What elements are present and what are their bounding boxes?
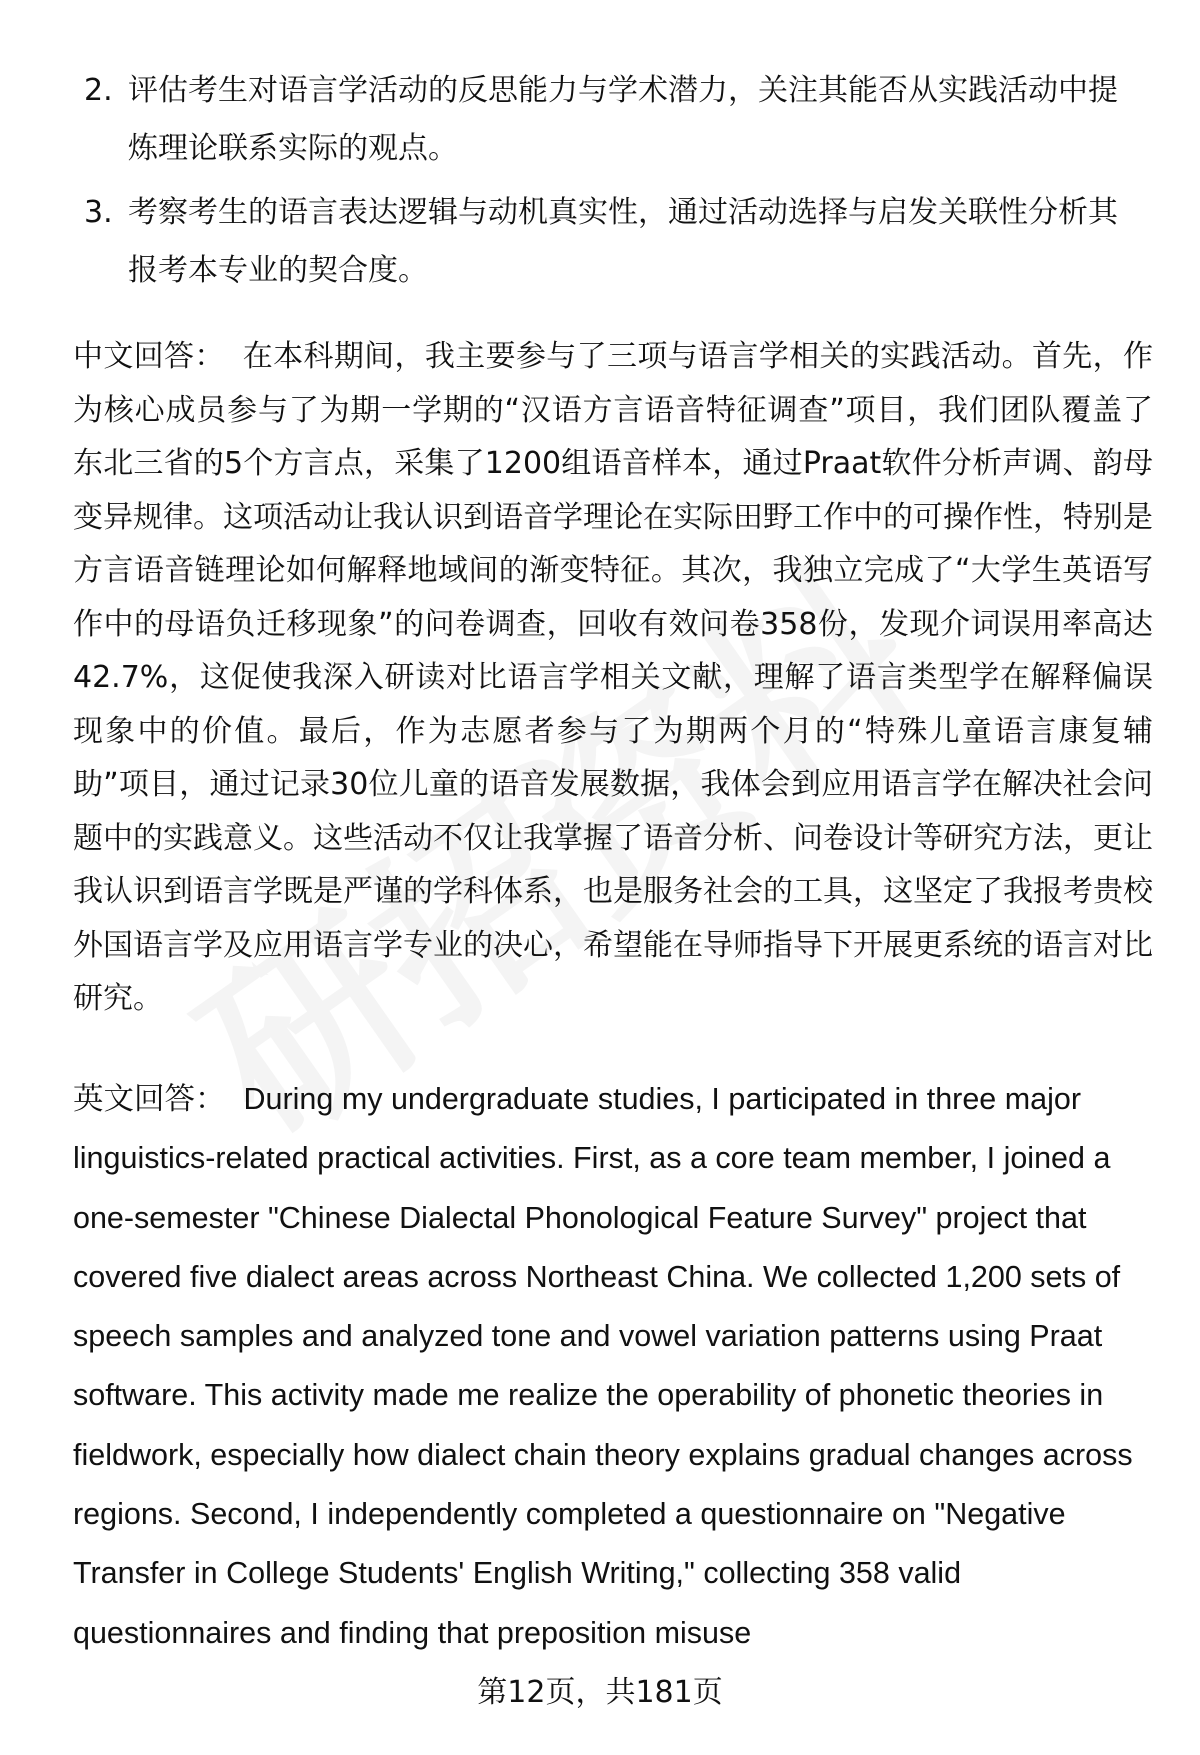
english-answer-label: 英文回答：: [73, 1082, 226, 1116]
chinese-answer-text: 在本科期间，我主要参与了三项与语言学相关的实践活动。首先，作为核心成员参与了为期一学期的“汉语方言语音特征调查”项目，我们团队覆盖了东北三省的5个方言点，采集了1200组语音样本，通过Praat软件分析声调、韵母变异规律。这项活动让我认识到语音学理论在实际田野工作中的可操作性，特别是方言语音链理论如何解释地域间的渐变特征。其次，我独立完成了“大学生英语写作中的母语负迁移现象”的问卷调查，回收有效问卷358份，发现介词误用率高达42.7%，这促使我深入研读对比语言学相关文献，理解了语言类型学在解释偏误现象中的价值。最后，作为志愿者参与了为期两个月的“特殊儿童语言康复辅助”项目，通过记录30位儿童的语音发展数据，我体会到应用语言学在解决社会问题中的实践意义。这些活动不仅让我掌握了语音分析、问卷设计等研究方法，更让我认识到语言学既是严谨的学科体系，也是服务社会的工具，这坚定了我报考贵校外国语言学及应用语言学专业的决心，希望能在导师指导下开展更系统的语言对比研究。: [73, 339, 1153, 1016]
english-answer-paragraph: [73, 1070, 1153, 1663]
chinese-answer-label: 中文回答：: [73, 339, 225, 374]
criteria-list: [84, 62, 1144, 306]
english-answer-text: During my undergraduate studies, I participated in three major linguistics-related practical activities. First, as a core team member, I joined a one-semester "Chinese Dialectal Phonological Feature Survey" project that covered five dialect areas across Northeast China. We collected 1,200 sets of speech samples and analyzed tone and vowel variation patterns using Praat software. This activity made me realize the operability of phonetic theories in fieldwork, especially how dialect chain theory explains gradual changes across regions. Second, I independently completed a questionnaire on "Negative Transfer in College Students' English Writing," collecting 358 valid questionnaires and finding that preposition misuse: [73, 1082, 1133, 1650]
page-number-footer: 第12页，共181页: [477, 1675, 723, 1710]
criteria-item: [84, 62, 1144, 178]
criteria-number: 3.: [84, 195, 113, 230]
criteria-number: 2.: [84, 73, 113, 108]
criteria-text: 评估考生对语言学活动的反思能力与学术潜力，关注其能否从实践活动中提炼理论联系实际的观点。: [128, 73, 1118, 166]
criteria-item: [84, 184, 1144, 300]
criteria-text: 考察考生的语言表达逻辑与动机真实性，通过活动选择与启发关联性分析其报考本专业的契合度。: [128, 195, 1118, 288]
chinese-answer-paragraph: [73, 330, 1153, 1026]
